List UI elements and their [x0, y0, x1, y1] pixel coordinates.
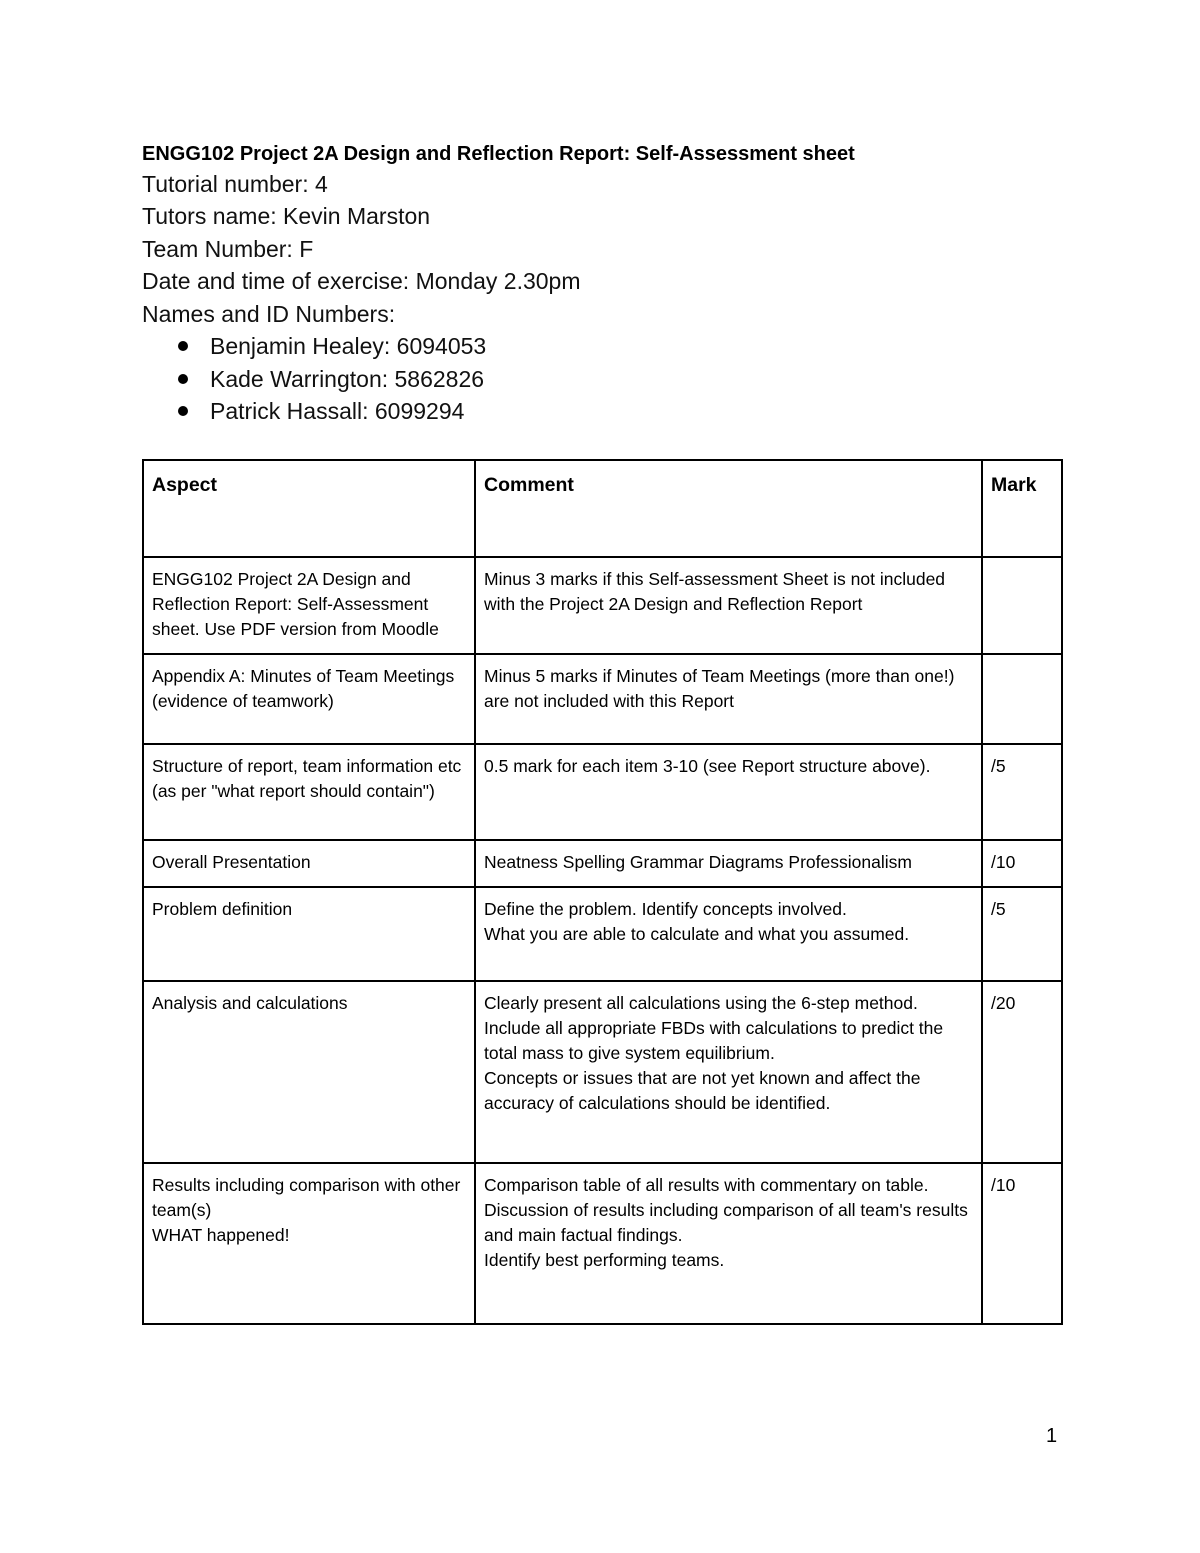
- comment-line: What you are able to calculate and what you assumed.: [484, 924, 910, 944]
- comment-cell: [475, 981, 982, 1163]
- member-text: Kade Warrington: 5862826: [210, 366, 485, 392]
- mark-cell: /5: [982, 744, 1062, 840]
- comment-line: Comparison table of all results with commentary on table.: [484, 1175, 929, 1195]
- table-header-row: [143, 460, 1062, 557]
- aspect-cell: ENGG102 Project 2A Design and Reflection Report: Self-Assessment sheet. Use PDF version from Moodle: [143, 557, 475, 654]
- table-row: [143, 1163, 1062, 1324]
- comment-line: Define the problem. Identify concepts involved.: [484, 899, 847, 919]
- bullet-icon: [178, 341, 188, 351]
- comment-line: Discussion of results including comparison of all team's results and main factual findings.: [484, 1200, 968, 1245]
- table-row: [143, 887, 1062, 981]
- list-item: [178, 333, 486, 360]
- list-item: [178, 366, 484, 393]
- comment-cell: Minus 5 marks if Minutes of Team Meetings (more than one!) are not included with this Report: [475, 654, 982, 744]
- header-mark: Mark: [982, 460, 1062, 557]
- aspect-line: Results including comparison with other team(s): [152, 1175, 461, 1220]
- comment-line: Clearly present all calculations using the 6-step method.: [484, 993, 918, 1013]
- mark-cell: /10: [982, 1163, 1062, 1324]
- mark-cell: /10: [982, 840, 1062, 887]
- tutors-name: Tutors name: Kevin Marston: [142, 203, 431, 229]
- document-title: ENGG102 Project 2A Design and Reflection Report: Self-Assessment sheet: [142, 143, 855, 165]
- mark-cell: /20: [982, 981, 1062, 1163]
- header-aspect: Aspect: [143, 460, 475, 557]
- list-item: [178, 398, 464, 425]
- names-heading: Names and ID Numbers:: [142, 301, 396, 327]
- header-comment: Comment: [475, 460, 982, 557]
- mark-cell: /5: [982, 887, 1062, 981]
- mark-cell: [982, 654, 1062, 744]
- aspect-cell: Overall Presentation: [143, 840, 475, 887]
- comment-line: Identify best performing teams.: [484, 1250, 725, 1270]
- table-row: [143, 840, 1062, 887]
- table-row: [143, 981, 1062, 1163]
- aspect-cell: Structure of report, team information etc (as per "what report should contain"): [143, 744, 475, 840]
- member-text: Benjamin Healey: 6094053: [210, 333, 487, 359]
- aspect-cell: Appendix A: Minutes of Team Meetings (evidence of teamwork): [143, 654, 475, 744]
- bullet-icon: [178, 374, 188, 384]
- comment-cell: [475, 1163, 982, 1324]
- aspect-cell: Problem definition: [143, 887, 475, 981]
- table-row: [143, 654, 1062, 744]
- comment-line: Include all appropriate FBDs with calculations to predict the total mass to give system equilibrium.: [484, 1018, 944, 1063]
- bullet-icon: [178, 406, 188, 416]
- comment-cell: 0.5 mark for each item 3-10 (see Report structure above).: [475, 744, 982, 840]
- comment-cell: Neatness Spelling Grammar Diagrams Professionalism: [475, 840, 982, 887]
- tutorial-number: Tutorial number: 4: [142, 171, 328, 197]
- comment-cell: Minus 3 marks if this Self-assessment Sheet is not included with the Project 2A Design and Reflection Report: [475, 557, 982, 654]
- member-text: Patrick Hassall: 6099294: [210, 398, 465, 424]
- assessment-table: [142, 459, 1063, 1325]
- aspect-cell: Analysis and calculations: [143, 981, 475, 1163]
- table-row: [143, 557, 1062, 654]
- page-number: 1: [1046, 1425, 1058, 1447]
- table-row: [143, 744, 1062, 840]
- team-number: Team Number: F: [142, 236, 314, 262]
- comment-line: Concepts or issues that are not yet known and affect the accuracy of calculations should be identified.: [484, 1068, 921, 1113]
- aspect-line: WHAT happened!: [152, 1225, 290, 1245]
- date-time: Date and time of exercise: Monday 2.30pm: [142, 268, 581, 294]
- mark-cell: [982, 557, 1062, 654]
- comment-cell: [475, 887, 982, 981]
- aspect-cell: [143, 1163, 475, 1324]
